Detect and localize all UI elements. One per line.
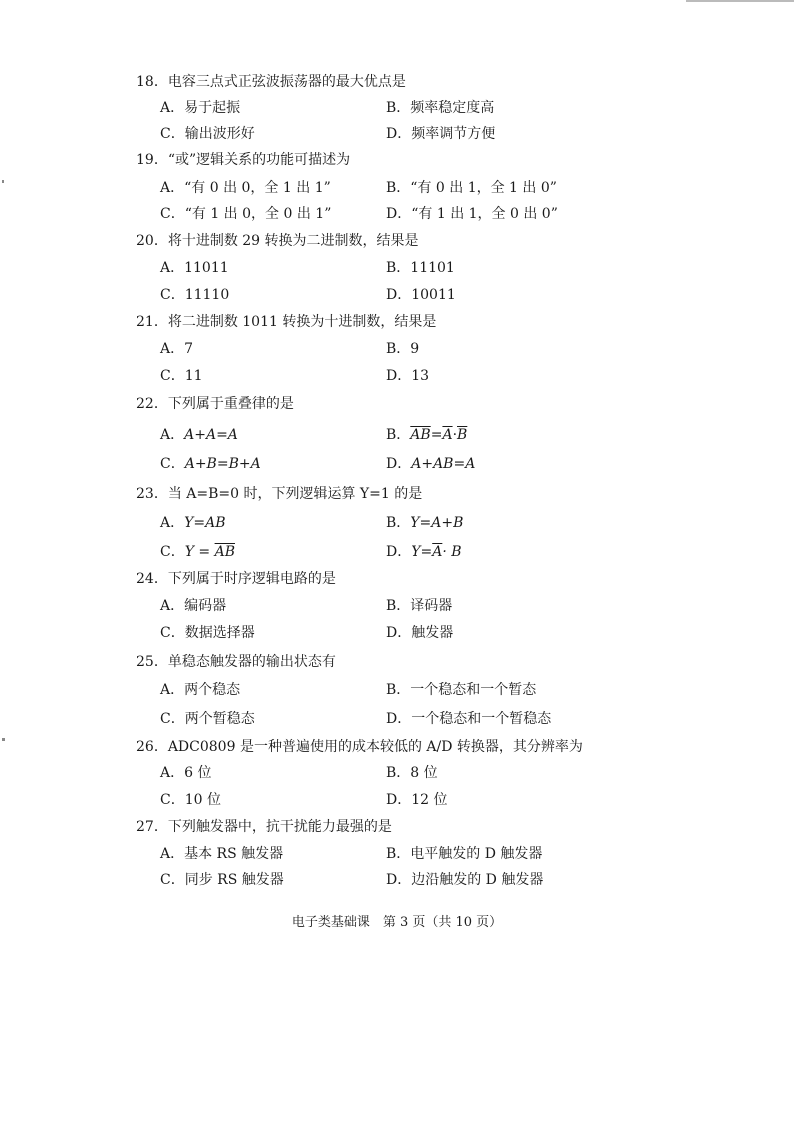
formula-overline: $\overline{AB}$ — [410, 427, 431, 443]
question-26-option-b: B．8 位 — [386, 765, 438, 781]
question-26-option-c: C．10 位 — [160, 792, 221, 808]
option-label: B． — [386, 515, 411, 531]
question-18-option-b: B．频率稳定度高 — [386, 100, 495, 116]
question-20-option-c: C．11110 — [160, 287, 230, 303]
formula: A+AB=A — [411, 456, 476, 472]
question-25-option-b: B．一个稳态和一个暂态 — [386, 682, 537, 698]
formula-dot: · — [452, 427, 458, 443]
question-21-option-b: B．9 — [386, 341, 420, 357]
question-24-option-b: B．译码器 — [386, 598, 453, 614]
scan-mark-top-right — [686, 0, 794, 2]
question-20-option-d: D．10011 — [386, 287, 456, 303]
option-label: D． — [386, 544, 412, 560]
question-24-option-a: A．编码器 — [160, 598, 227, 614]
option-label: B． — [386, 427, 411, 443]
question-20-option-b: B．11101 — [386, 260, 455, 276]
option-label: A． — [160, 515, 185, 531]
scan-mark-left-1 — [2, 180, 4, 183]
question-23-option-b — [386, 514, 463, 532]
question-19-option-a: A．“有 0 出 0，全 1 出 1” — [160, 180, 331, 196]
question-25-option-d: D．一个稳态和一个暂稳态 — [386, 711, 552, 727]
question-23-option-a — [160, 514, 226, 532]
question-19-stem: 19．“或”逻辑关系的功能可描述为 — [136, 152, 351, 168]
formula-overline: $\overline{B}$ — [457, 427, 468, 443]
question-19-option-c: C．“有 1 出 0，全 0 出 1” — [160, 206, 332, 222]
page-footer: 电子类基础课 第 3 页（共 10 页） — [291, 915, 503, 930]
question-24-stem: 24．下列属于时序逻辑电路的是 — [136, 571, 336, 587]
question-25-option-c: C．两个暂稳态 — [160, 711, 255, 727]
question-18-option-d: D．频率调节方便 — [386, 126, 496, 142]
question-19-option-b: B．“有 0 出 1，全 1 出 0” — [386, 180, 557, 196]
question-22-option-a — [160, 426, 238, 444]
question-18-option-c: C．输出波形好 — [160, 126, 255, 142]
question-26-option-a: A．6 位 — [160, 765, 212, 781]
formula: A+A=A — [184, 427, 238, 443]
formula-overline: $\overline{A}$ — [442, 427, 453, 443]
option-label: C． — [160, 456, 185, 472]
question-26-stem: 26．ADC0809 是一种普遍使用的成本较低的 A/D 转换器，其分辨率为 — [136, 739, 583, 755]
question-27-option-d: D．边沿触发的 D 触发器 — [386, 872, 544, 888]
question-25-stem: 25．单稳态触发器的输出状态有 — [136, 654, 336, 670]
option-label: A． — [160, 427, 185, 443]
formula: Y=A+B — [410, 515, 464, 531]
question-21-stem: 21．将二进制数 1011 转换为十进制数，结果是 — [136, 314, 437, 330]
option-label: D． — [386, 456, 412, 472]
formula-equals: = — [430, 427, 443, 443]
question-23-stem: 23．当 A=B=0 时，下列逻辑运算 Y=1 的是 — [136, 486, 423, 502]
formula: Y = — [184, 544, 215, 560]
question-22-stem: 22．下列属于重叠律的是 — [136, 396, 294, 412]
question-21-option-d: D．13 — [386, 368, 430, 384]
scan-mark-left-2 — [2, 738, 5, 741]
formula: A+B=B+A — [184, 456, 261, 472]
question-23-option-d — [386, 543, 462, 561]
question-21-option-a: A．7 — [160, 341, 194, 357]
question-21-option-c: C．11 — [160, 368, 203, 384]
question-27-option-c: C．同步 RS 触发器 — [160, 872, 284, 888]
formula: Y= — [411, 544, 433, 560]
question-25-option-a: A．两个稳态 — [160, 682, 241, 698]
question-19-option-d: D．“有 1 出 1，全 0 出 0” — [386, 206, 558, 222]
question-20-option-a: A．11011 — [160, 260, 229, 276]
formula-overline: $\overline{AB}$ — [214, 544, 235, 560]
formula: Y=AB — [184, 515, 226, 531]
question-18-stem: 18．电容三点式正弦波振荡器的最大优点是 — [136, 74, 406, 90]
question-23-option-c — [160, 543, 235, 561]
question-27-option-b: B．电平触发的 D 触发器 — [386, 846, 543, 862]
formula: · B — [442, 544, 462, 560]
question-18-option-a: A．易于起振 — [160, 100, 241, 116]
question-24-option-d: D．触发器 — [386, 625, 454, 641]
question-26-option-d: D．12 位 — [386, 792, 448, 808]
option-label: C． — [160, 544, 185, 560]
question-22-option-b — [386, 426, 467, 444]
question-22-option-c — [160, 455, 261, 473]
question-27-stem: 27．下列触发器中，抗干扰能力最强的是 — [136, 819, 392, 835]
formula-overline: $\overline{A}$ — [432, 544, 443, 560]
question-24-option-c: C．数据选择器 — [160, 625, 255, 641]
question-22-option-d — [386, 455, 475, 473]
question-27-option-a: A．基本 RS 触发器 — [160, 846, 284, 862]
question-20-stem: 20．将十进制数 29 转换为二进制数，结果是 — [136, 233, 419, 249]
